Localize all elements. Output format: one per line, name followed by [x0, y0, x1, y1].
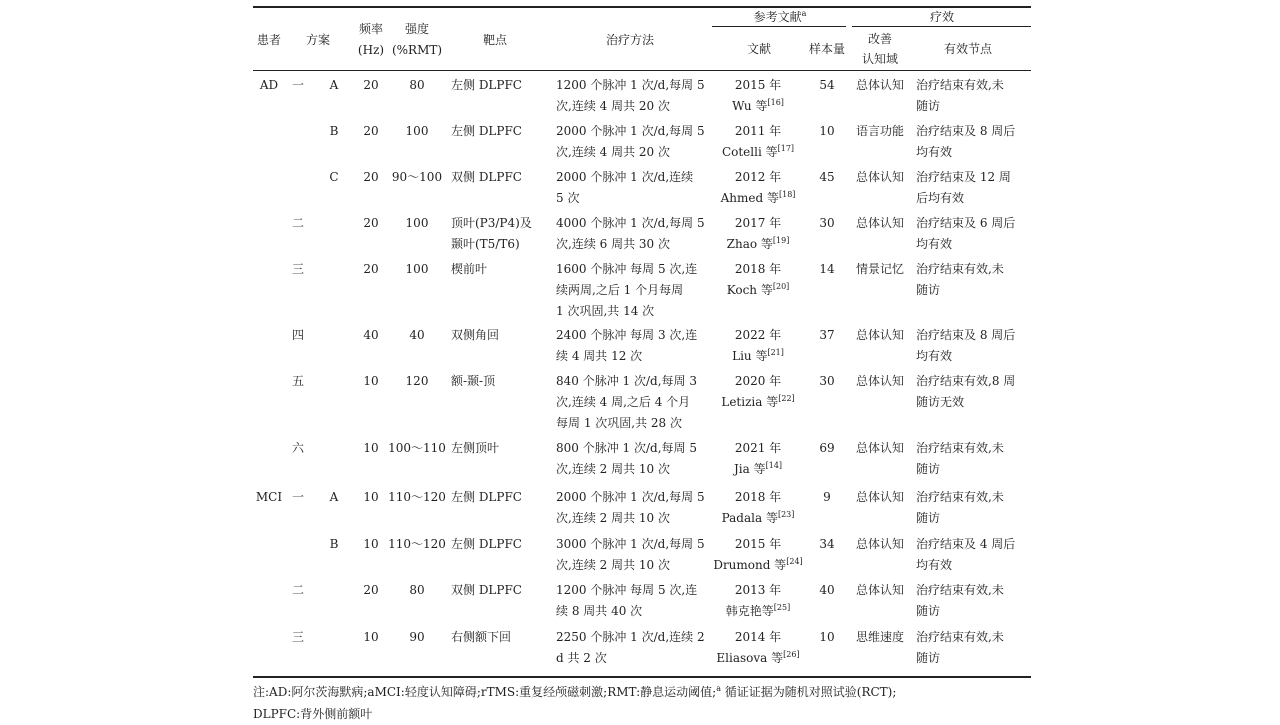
cell-ref-author: Zhao 等[19] — [726, 236, 790, 251]
cell-method: 2000 个脉冲 1 次/d,连续 — [556, 170, 694, 184]
cell-method: 4000 个脉冲 1 次/d,每周 5 — [556, 216, 705, 230]
cell-intensity: 100 — [405, 262, 429, 276]
header-domain-2: 认知域 — [861, 52, 899, 66]
cell-domain: 思维速度 — [855, 630, 905, 644]
cell-ref-year: 2013 年 — [734, 583, 782, 597]
cell-intensity: 100 — [405, 216, 429, 230]
cell-effective-node: 治疗结束及 8 周后 — [916, 328, 1016, 342]
cell-target: 顶叶(P3/P4)及 — [451, 216, 532, 230]
cell-frequency: 20 — [363, 124, 379, 138]
cell-method: 续 4 周共 12 次 — [556, 349, 643, 363]
cell-intensity: 100 — [405, 124, 429, 138]
cell-ref-number: [20] — [772, 282, 790, 291]
cell-target: 左侧 DLPFC — [451, 124, 522, 138]
cell-effective-node: 后均有效 — [916, 191, 965, 205]
cell-effective-node: 治疗结束及 8 周后 — [916, 124, 1016, 138]
cell-frequency: 10 — [363, 630, 379, 644]
cell-intensity: 110～120 — [388, 537, 446, 551]
cell-plan: 六 — [291, 441, 305, 455]
header-method: 治疗方法 — [605, 33, 655, 47]
note-line1-post: 循证证据为随机对照试验(RCT); — [720, 685, 897, 699]
cell-method: 次,连续 6 周共 30 次 — [556, 237, 670, 251]
cell-plan: 五 — [291, 374, 305, 388]
cell-effective-node: 治疗结束有效,未 — [916, 78, 1004, 92]
cell-intensity: 80 — [409, 583, 425, 597]
cell-ref-year: 2017 年 — [734, 216, 782, 230]
cell-frequency: 20 — [363, 583, 379, 597]
cell-ref-number: [16] — [767, 98, 784, 107]
cell-method: 3000 个脉冲 1 次/d,每周 5 — [556, 537, 705, 551]
cell-frequency: 10 — [363, 441, 379, 455]
cell-method: 1200 个脉冲 每周 5 次,连 — [556, 583, 698, 597]
cell-sample-size: 10 — [819, 630, 835, 644]
cell-frequency: 20 — [363, 170, 379, 184]
cell-ref-year: 2018 年 — [734, 262, 782, 276]
cell-ref-number: [22] — [778, 394, 795, 403]
cell-target: 左侧顶叶 — [451, 441, 500, 455]
cell-domain: 总体认知 — [855, 216, 905, 230]
cell-target: 双侧角回 — [451, 328, 500, 342]
cell-subplan: C — [329, 170, 339, 184]
header-freq-1: 频率 — [358, 22, 384, 36]
bottom-rule — [253, 676, 1031, 678]
cell-intensity: 40 — [409, 328, 425, 342]
cell-plan: 一 — [291, 490, 305, 504]
cell-effective-node: 治疗结束有效,未 — [916, 490, 1004, 504]
cell-target: 双侧 DLPFC — [451, 583, 522, 597]
cell-ref-author: Cotelli 等[17] — [721, 144, 795, 159]
cell-method: 1200 个脉冲 1 次/d,每周 5 — [556, 78, 705, 92]
cell-sample-size: 54 — [819, 78, 835, 92]
cell-subplan: A — [329, 490, 339, 504]
cell-method: 5 次 — [556, 191, 580, 205]
cell-target: 楔前叶 — [451, 262, 488, 276]
cell-patient: AD — [259, 78, 279, 92]
cell-effective-node: 治疗结束有效,8 周 — [916, 374, 1016, 388]
cell-target: 右侧额下回 — [451, 630, 512, 644]
header-ref-lit: 文献 — [746, 42, 772, 56]
cell-plan: 一 — [291, 78, 305, 92]
cell-sample-size: 69 — [819, 441, 835, 455]
cell-method: 次,连续 4 周共 20 次 — [556, 145, 670, 159]
cell-frequency: 20 — [363, 78, 379, 92]
cell-domain: 总体认知 — [855, 537, 905, 551]
header-domain-1: 改善 — [867, 32, 893, 46]
cell-ref-year: 2018 年 — [734, 490, 782, 504]
cell-frequency: 40 — [363, 328, 379, 342]
cell-sample-size: 30 — [819, 216, 835, 230]
cell-effective-node: 治疗结束有效,未 — [916, 630, 1004, 644]
cell-method: 续 8 周共 40 次 — [556, 604, 643, 618]
cell-ref-number: [24] — [786, 557, 803, 566]
cell-method: 次,连续 4 周,之后 4 个月 — [556, 395, 691, 409]
cell-ref-author: 韩克艳等[25] — [725, 603, 791, 618]
cell-effective-node: 随访 — [916, 283, 941, 297]
cell-domain: 总体认知 — [855, 78, 905, 92]
cell-ref-year: 2014 年 — [734, 630, 782, 644]
cell-method: 2400 个脉冲 每周 3 次,连 — [556, 328, 698, 342]
cell-method: 每周 1 次巩固,共 28 次 — [556, 416, 682, 430]
cell-effective-node: 随访 — [916, 511, 941, 525]
cell-ref-author: Liu 等[21] — [732, 348, 784, 363]
cell-ref-number: [19] — [772, 236, 790, 245]
cell-ref-number: [23] — [777, 510, 795, 519]
cell-domain: 总体认知 — [855, 170, 905, 184]
cell-domain: 语言功能 — [855, 124, 905, 138]
cell-sample-size: 45 — [819, 170, 835, 184]
cell-ref-number: [25] — [773, 603, 791, 612]
cell-effective-node: 随访 — [916, 651, 941, 665]
cell-patient: MCI — [255, 490, 283, 504]
cell-method: 次,连续 2 周共 10 次 — [556, 558, 670, 572]
table-note — [253, 681, 896, 703]
cell-method: 1600 个脉冲 每周 5 次,连 — [556, 262, 698, 276]
cell-target: 颞叶(T5/T6) — [451, 237, 520, 251]
cell-sample-size: 10 — [819, 124, 835, 138]
cell-ref-author: Letizia 等[22] — [721, 394, 795, 409]
cell-ref-author: Koch 等[20] — [726, 282, 790, 297]
cell-target: 额-颞-顶 — [451, 374, 496, 388]
cell-sample-size: 14 — [819, 262, 835, 276]
header-node: 有效节点 — [943, 42, 993, 56]
cell-sample-size: 37 — [819, 328, 835, 342]
cell-ref-year: 2022 年 — [734, 328, 782, 342]
cell-effective-node: 随访 — [916, 99, 941, 113]
cell-effective-node: 治疗结束及 6 周后 — [916, 216, 1016, 230]
header-intensity-2: (%RMT) — [391, 43, 443, 57]
cell-domain: 总体认知 — [855, 441, 905, 455]
cell-sample-size: 34 — [819, 537, 835, 551]
cell-ref-number: [18] — [778, 190, 796, 199]
cell-intensity: 100～110 — [388, 441, 446, 455]
cell-frequency: 10 — [363, 537, 379, 551]
cell-ref-author: Padala 等[23] — [721, 510, 795, 525]
cell-intensity: 90～100 — [391, 170, 443, 184]
cell-effective-node: 治疗结束及 12 周 — [916, 170, 1011, 184]
cell-ref-author: Drumond 等[24] — [713, 557, 803, 572]
cell-effective-node: 治疗结束有效,未 — [916, 441, 1004, 455]
header-target: 靶点 — [482, 33, 508, 47]
cell-domain: 总体认知 — [855, 490, 905, 504]
cell-effective-node: 均有效 — [916, 349, 953, 363]
cell-subplan: B — [329, 124, 339, 138]
header-sample: 样本量 — [808, 42, 846, 56]
cell-frequency: 20 — [363, 216, 379, 230]
cell-method: 次,连续 2 周共 10 次 — [556, 462, 670, 476]
cell-target: 左侧 DLPFC — [451, 537, 522, 551]
cell-ref-year: 2012 年 — [734, 170, 782, 184]
cell-effective-node: 均有效 — [916, 558, 953, 572]
cell-sample-size: 9 — [823, 490, 831, 504]
cell-method: 次,连续 4 周共 20 次 — [556, 99, 670, 113]
cell-intensity: 120 — [405, 374, 429, 388]
cell-effective-node: 随访 — [916, 604, 941, 618]
cell-sample-size: 30 — [819, 374, 835, 388]
header-patient: 患者 — [256, 33, 282, 47]
top-rule — [253, 6, 1031, 8]
header-plan: 方案 — [305, 33, 331, 47]
cell-effective-node: 治疗结束有效,未 — [916, 583, 1004, 597]
cell-effective-node: 随访无效 — [916, 395, 965, 409]
cell-method: 次,连续 2 周共 10 次 — [556, 511, 670, 525]
cell-domain: 总体认知 — [855, 583, 905, 597]
cell-method: 2000 个脉冲 1 次/d,每周 5 — [556, 490, 705, 504]
cell-sample-size: 40 — [819, 583, 835, 597]
cell-plan: 三 — [291, 630, 305, 644]
cell-ref-number: [21] — [767, 348, 784, 357]
cell-effective-node: 均有效 — [916, 237, 953, 251]
cell-ref-year: 2015 年 — [734, 537, 782, 551]
cell-target: 左侧 DLPFC — [451, 490, 522, 504]
cell-method: 2250 个脉冲 1 次/d,连续 2 — [556, 630, 705, 644]
cell-ref-number: [26] — [783, 650, 800, 659]
table-note-line2: DLPFC:背外侧前额叶 — [253, 707, 373, 721]
cell-effective-node: 治疗结束有效,未 — [916, 262, 1004, 276]
cell-intensity: 80 — [409, 78, 425, 92]
cell-effective-node: 均有效 — [916, 145, 953, 159]
cell-ref-number: [17] — [777, 144, 795, 153]
cell-plan: 三 — [291, 262, 305, 276]
cell-effective-node: 治疗结束及 4 周后 — [916, 537, 1016, 551]
cell-plan: 二 — [291, 216, 305, 230]
cell-method: 2000 个脉冲 1 次/d,每周 5 — [556, 124, 705, 138]
cell-ref-author: Ahmed 等[18] — [720, 190, 796, 205]
cell-domain: 总体认知 — [855, 328, 905, 342]
note-line1-pre: 注:AD:阿尔茨海默病;aMCI:轻度认知障碍;rTMS:重复经颅磁刺激;RMT:静息运动阈值; — [253, 685, 717, 699]
cell-method: 800 个脉冲 1 次/d,每周 5 — [556, 441, 697, 455]
cell-plan: 四 — [291, 328, 305, 342]
header-intensity-1: 强度 — [404, 22, 430, 36]
cell-frequency: 10 — [363, 490, 379, 504]
cell-method: 续两周,之后 1 个月每周 — [556, 283, 684, 297]
cell-method: d 共 2 次 — [556, 651, 607, 665]
cell-ref-year: 2015 年 — [734, 78, 782, 92]
cell-ref-year: 2020 年 — [734, 374, 782, 388]
cell-ref-year: 2021 年 — [734, 441, 782, 455]
cell-method: 840 个脉冲 1 次/d,每周 3 — [556, 374, 697, 388]
cell-effective-node: 随访 — [916, 462, 941, 476]
cell-frequency: 10 — [363, 374, 379, 388]
cell-ref-author: Jia 等[14] — [733, 461, 783, 476]
cell-domain: 总体认知 — [855, 374, 905, 388]
cell-intensity: 110～120 — [388, 490, 446, 504]
cell-ref-number: [14] — [765, 461, 783, 470]
cell-ref-year: 2011 年 — [734, 124, 782, 138]
cell-intensity: 90 — [409, 630, 425, 644]
cell-subplan: B — [329, 537, 339, 551]
cell-domain: 情景记忆 — [855, 262, 905, 276]
cell-frequency: 20 — [363, 262, 379, 276]
cell-ref-author: Wu 等[16] — [732, 98, 784, 113]
header-efficacy-group: 疗效 — [929, 10, 955, 24]
cell-method: 1 次巩固,共 14 次 — [556, 304, 655, 318]
header-rule — [253, 70, 1031, 71]
header-freq-2: (Hz) — [357, 43, 385, 57]
cell-target: 左侧 DLPFC — [451, 78, 522, 92]
cell-target: 双侧 DLPFC — [451, 170, 522, 184]
cell-subplan: A — [329, 78, 339, 92]
note-mark: a — [716, 684, 721, 693]
cell-plan: 二 — [291, 583, 305, 597]
header-ref-group: 参考文献$^a$ — [753, 9, 807, 24]
cell-ref-author: Eliasova 等[26] — [716, 650, 800, 665]
